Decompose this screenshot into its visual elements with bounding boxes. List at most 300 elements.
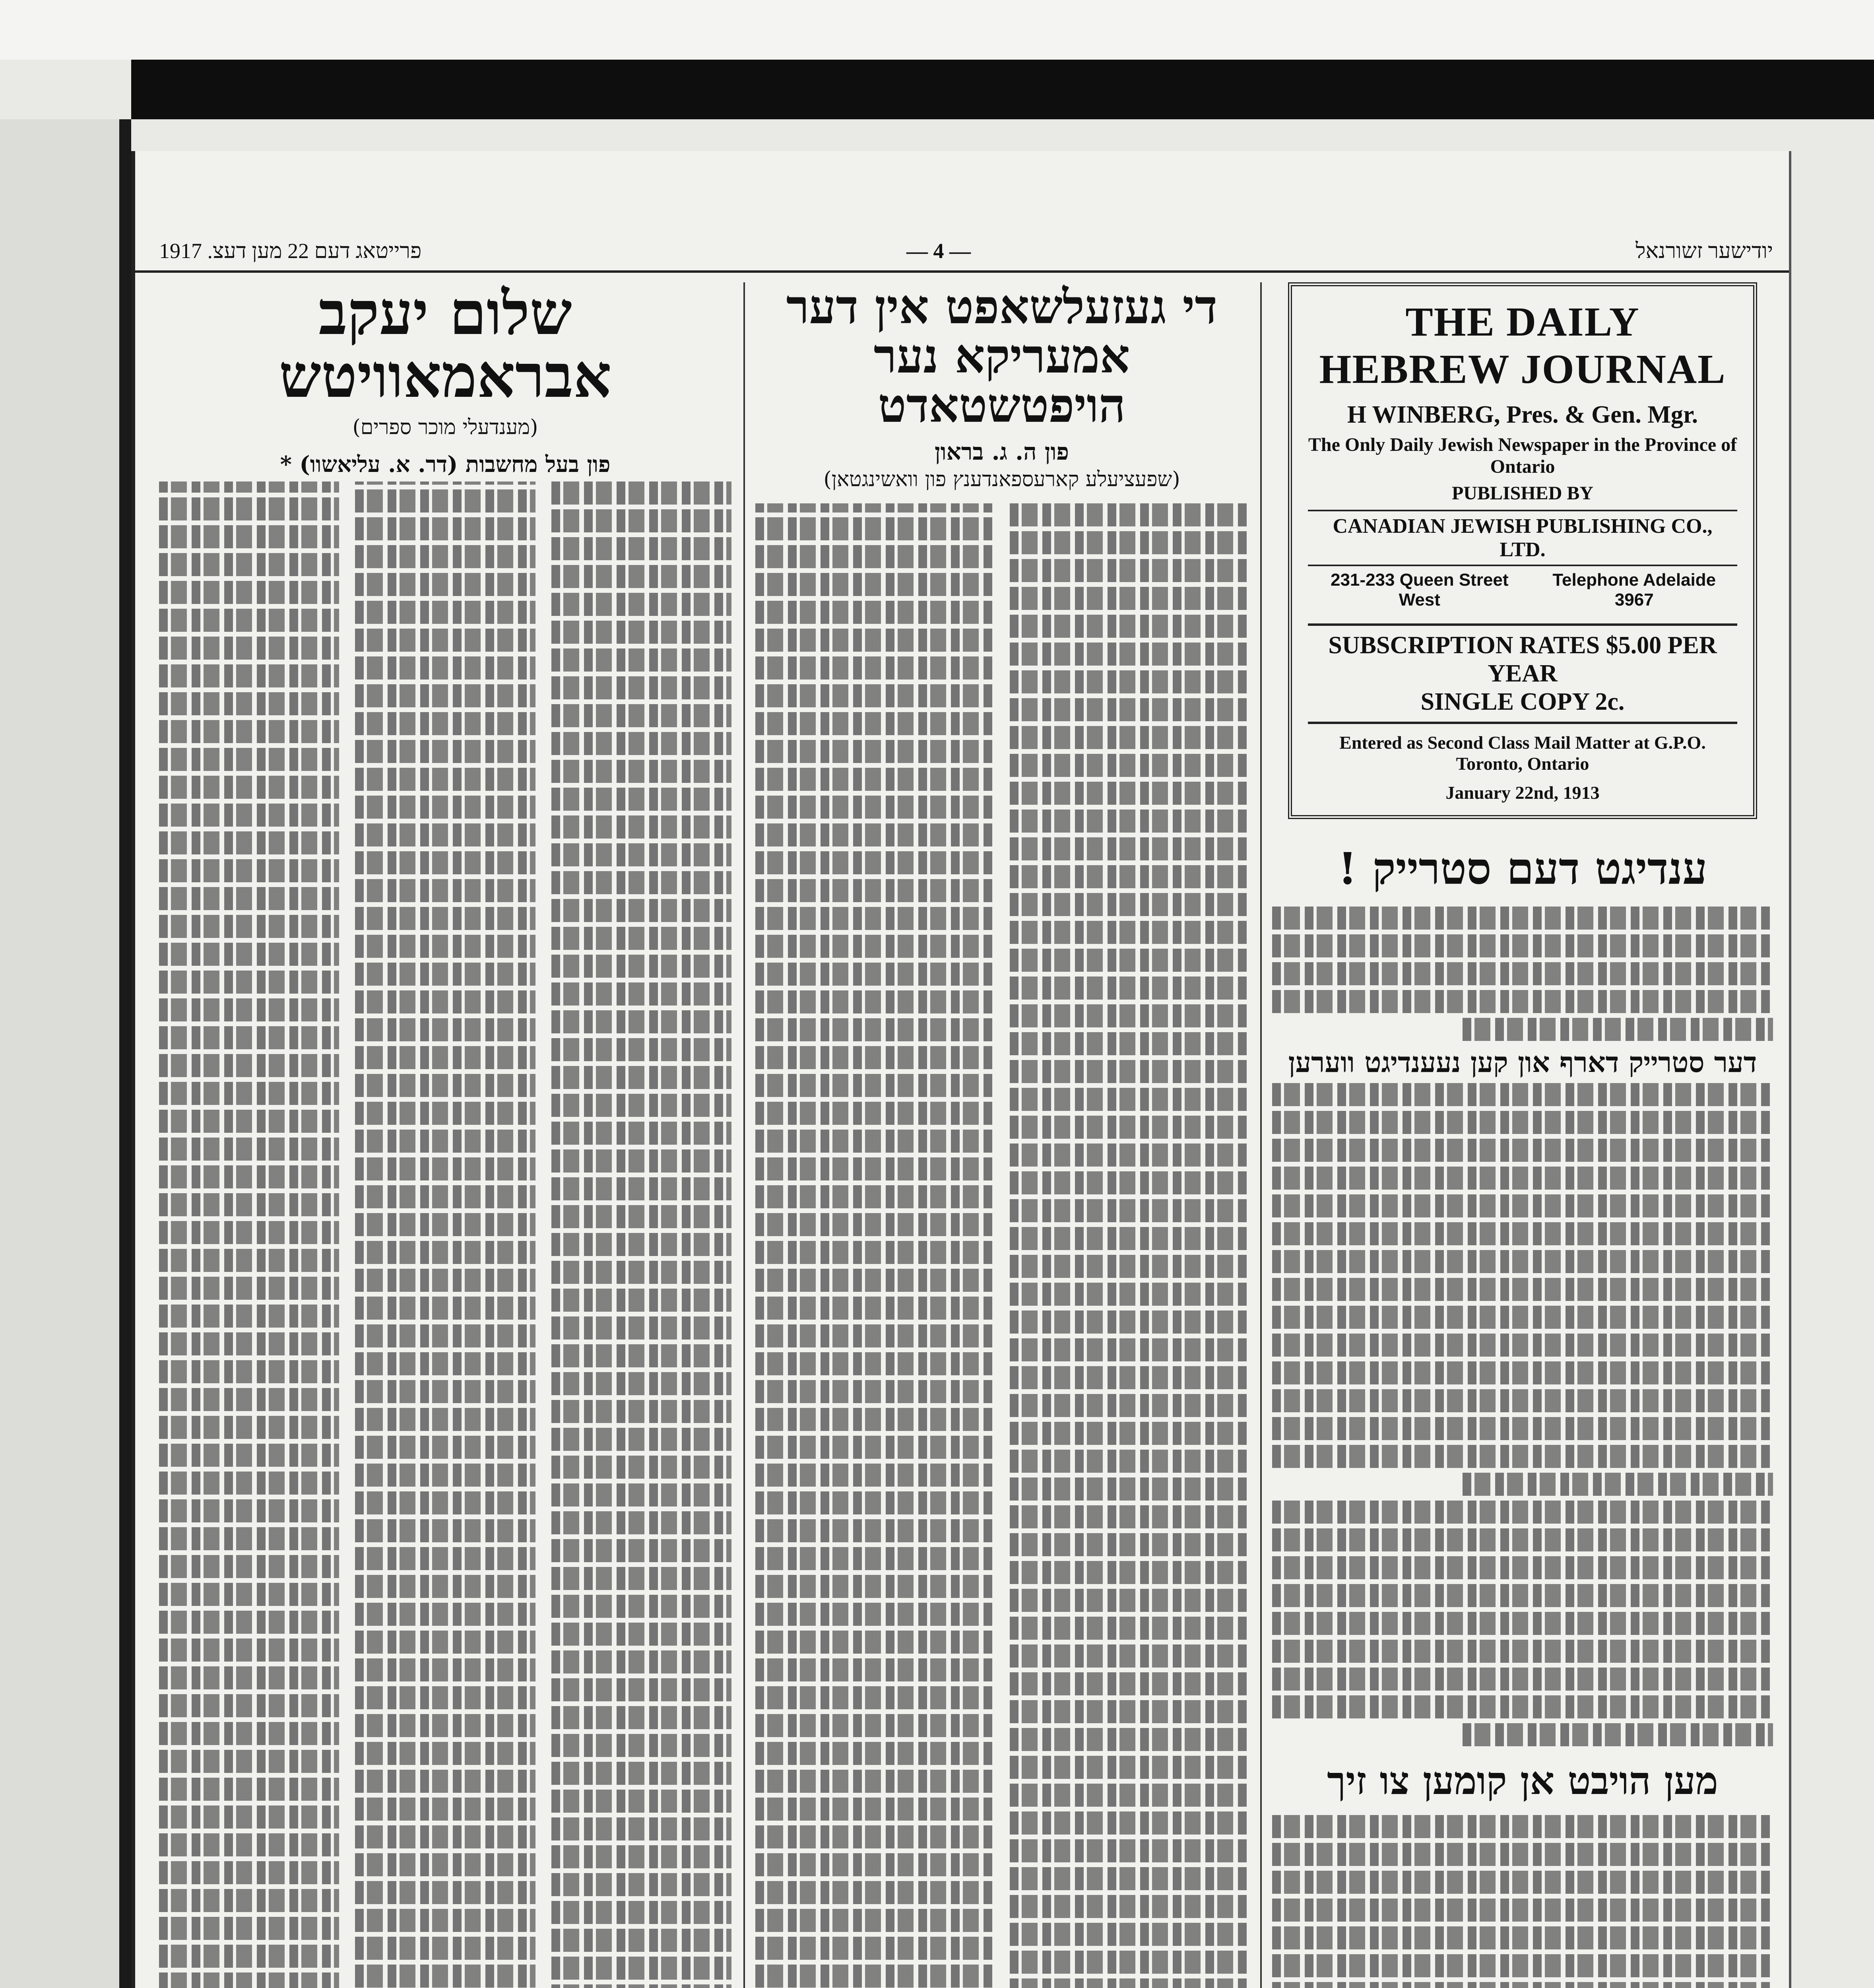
text-line (159, 1110, 339, 1133)
text-line (355, 1241, 535, 1264)
text-line (755, 1102, 994, 1125)
text-line (1272, 1584, 1773, 1607)
text-line (1010, 1143, 1248, 1167)
text-line (355, 1046, 535, 1069)
text-line (755, 1018, 994, 1041)
subscription-rates (1308, 623, 1737, 724)
strike-body (1272, 907, 1773, 1041)
text-line (355, 1798, 535, 1821)
text-line (755, 629, 994, 652)
text-line (755, 1853, 994, 1876)
masthead-address: 231-233 Queen Street West (1330, 570, 1509, 610)
text-line (1272, 1668, 1773, 1691)
text-line (1010, 1784, 1248, 1807)
text-line (355, 935, 535, 958)
text-line (1010, 1227, 1248, 1250)
text-line (551, 1678, 731, 1701)
text-line (755, 1213, 994, 1236)
text-line (551, 1762, 731, 1785)
text-line (1010, 1255, 1248, 1278)
text-line (355, 684, 535, 707)
text-line (355, 879, 535, 902)
text-line (1010, 503, 1248, 526)
text-line (1010, 1811, 1248, 1835)
text-line (159, 1165, 339, 1188)
text-line (159, 1472, 339, 1495)
text-line (159, 1082, 339, 1105)
column-right (1272, 282, 1773, 1988)
text-line (1272, 1083, 1773, 1106)
text-line (1010, 1088, 1248, 1111)
text-line (551, 1177, 731, 1200)
text-line (551, 760, 731, 783)
previous-page-strip (0, 119, 119, 1988)
masthead-manager: H WINBERG, Pres. & Gen. Mgr. (1347, 401, 1698, 428)
text-line (755, 851, 994, 874)
text-line (355, 1324, 535, 1347)
text-line (355, 768, 535, 791)
text-line (755, 1770, 994, 1793)
text-line (355, 1352, 535, 1375)
text-line (1010, 1477, 1248, 1501)
text-line (755, 1714, 994, 1737)
text-line (159, 1889, 339, 1912)
text-line (1010, 1672, 1248, 1695)
text-line (355, 1408, 535, 1431)
strike-subhead: דער סטרייק דארף און קען נעענדיגט ווערען (1288, 1046, 1757, 1079)
text-line (1010, 782, 1248, 805)
text-line (1010, 643, 1248, 666)
scan-edge (131, 60, 1874, 119)
text-line (755, 907, 994, 930)
rates-text: SUBSCRIPTION RATES $5.00 PER YEAR (1328, 632, 1717, 687)
text-line (551, 1066, 731, 1089)
text-line (1272, 1194, 1773, 1217)
text-line (1010, 726, 1248, 749)
single-copy-text: SINGLE COPY 2c. (1420, 688, 1625, 715)
text-line (355, 1658, 535, 1681)
text-line (551, 1511, 731, 1534)
text-line (355, 1853, 535, 1876)
masthead-title: THE DAILY HEBREW JOURNAL (1319, 299, 1726, 392)
text-line (1010, 1310, 1248, 1334)
text-line (755, 1603, 994, 1626)
text-line (159, 1388, 339, 1411)
text-line (755, 1881, 994, 1904)
text-line (755, 1352, 994, 1375)
text-line (355, 1742, 535, 1765)
text-line (1272, 1982, 1773, 1988)
text-line (755, 1742, 994, 1765)
america-note: (שפעציעלע קארעספאנדענץ פון וואשינגטאן) (823, 467, 1180, 491)
text-line (1010, 1728, 1248, 1751)
text-line (355, 601, 535, 624)
text-line (755, 768, 994, 791)
text-line (1010, 1533, 1248, 1556)
text-line (755, 712, 994, 735)
text-line (1010, 1199, 1248, 1222)
text-line (551, 1734, 731, 1757)
sholem-headline: שלום יעקב אבראמאוויטש (279, 282, 612, 411)
text-line (1010, 670, 1248, 693)
text-line (1463, 1473, 1773, 1496)
text-line (755, 1909, 994, 1932)
text-line (551, 1650, 731, 1673)
text-line (755, 879, 994, 902)
text-line (1463, 1018, 1773, 1041)
text-line (159, 1972, 339, 1988)
text-line (551, 1790, 731, 1813)
america-body (755, 503, 1248, 1988)
text-line (159, 664, 339, 687)
text-line (355, 1965, 535, 1988)
text-line (755, 656, 994, 679)
text-line (159, 525, 339, 548)
text-line (551, 1929, 731, 1952)
text-line (159, 1555, 339, 1578)
text-line (1010, 1756, 1248, 1779)
text-line (755, 1519, 994, 1542)
text-line (1010, 1644, 1248, 1668)
text-line (1010, 1589, 1248, 1612)
text-line (551, 509, 731, 532)
text-line (755, 1380, 994, 1403)
text-line (355, 1157, 535, 1180)
text-line (755, 517, 994, 540)
scan-top-margin (0, 0, 1874, 60)
text-line (159, 776, 339, 799)
text-line (551, 1901, 731, 1924)
text-line (159, 692, 339, 715)
masthead-tagline: The Only Daily Jewish Newspaper in the Province of Ontario (1308, 434, 1737, 477)
text-line (755, 1185, 994, 1208)
text-line (159, 1722, 339, 1745)
text-line (551, 1567, 731, 1590)
sholem-body (159, 481, 731, 1988)
text-line (551, 1400, 731, 1423)
america-byline: פון ה. ג. בראון (935, 438, 1069, 465)
text-line (755, 1658, 994, 1681)
text-line (1010, 1338, 1248, 1361)
text-line (159, 553, 339, 576)
text-line (755, 1269, 994, 1292)
text-line (755, 1324, 994, 1347)
text-line (1010, 587, 1248, 610)
text-line (159, 1778, 339, 1801)
text-line (551, 1122, 731, 1145)
column-rule (1260, 282, 1262, 1988)
text-line (551, 1845, 731, 1868)
text-line (355, 1603, 535, 1626)
masthead-telephone: Telephone Adelaide 3967 (1552, 570, 1716, 610)
text-line (355, 1074, 535, 1097)
text-line (355, 489, 535, 513)
text-line (159, 497, 339, 520)
text-line (159, 1221, 339, 1244)
text-line (551, 1205, 731, 1228)
text-line (551, 621, 731, 644)
text-line (551, 1957, 731, 1980)
text-line (1010, 893, 1248, 916)
text-line (355, 1018, 535, 1041)
text-line (1272, 1389, 1773, 1412)
text-line (1010, 1505, 1248, 1528)
text-line (551, 871, 731, 894)
text-line (1272, 1222, 1773, 1245)
text-line (355, 545, 535, 568)
column-middle (755, 282, 1248, 1988)
text-line (755, 990, 994, 1013)
text-line (1010, 1923, 1248, 1946)
text-line (355, 1102, 535, 1125)
text-line (1272, 1926, 1773, 1949)
text-line (1010, 1060, 1248, 1083)
text-line (355, 796, 535, 819)
text-line (1010, 1283, 1248, 1306)
text-line (1272, 1278, 1773, 1301)
text-line (159, 1277, 339, 1300)
text-line (755, 1046, 994, 1069)
text-line (355, 629, 535, 652)
text-line (1272, 990, 1773, 1013)
text-line (551, 1372, 731, 1395)
text-line (355, 517, 535, 540)
text-line (755, 545, 994, 568)
text-line (159, 831, 339, 854)
text-line (1272, 1501, 1773, 1524)
text-line (551, 1817, 731, 1840)
text-line (755, 1408, 994, 1431)
text-line (551, 815, 731, 839)
sholem-byline: פון בעל מחשבות (דר. א. עליאשוו) * (280, 451, 611, 478)
sholem-subtitle: (מענדעלי מוכר ספרים) (352, 415, 538, 439)
text-line (355, 1909, 535, 1932)
text-line (1272, 1111, 1773, 1134)
masthead-address-row (1308, 570, 1737, 610)
text-line (355, 1631, 535, 1654)
text-line (159, 971, 339, 994)
masthead-box (1288, 282, 1757, 819)
text-line (355, 990, 535, 1013)
text-line (1272, 1417, 1773, 1440)
text-line (159, 1666, 339, 1689)
text-line (755, 1130, 994, 1153)
text-line (551, 1233, 731, 1256)
text-line (159, 1611, 339, 1634)
text-line (159, 1360, 339, 1383)
text-line (355, 740, 535, 763)
gutter-shadow (119, 119, 131, 1988)
text-line (1010, 1422, 1248, 1445)
text-line (1272, 1334, 1773, 1357)
text-line (159, 1026, 339, 1049)
text-line (551, 1483, 731, 1507)
text-line (755, 796, 994, 819)
text-line (159, 915, 339, 938)
text-line (1463, 1723, 1773, 1746)
text-line (355, 573, 535, 596)
text-line (755, 1436, 994, 1459)
text-line (1010, 559, 1248, 582)
text-line (1010, 977, 1248, 1000)
text-line (355, 1130, 535, 1153)
text-line (755, 1547, 994, 1570)
text-line (551, 927, 731, 950)
text-line (159, 887, 339, 910)
folio-paper-name: יודישער זשורנאל (1635, 239, 1773, 263)
text-line (1272, 1695, 1773, 1718)
text-line (355, 1464, 535, 1487)
text-line (1010, 615, 1248, 638)
text-line (551, 1428, 731, 1451)
text-line (355, 1686, 535, 1709)
text-line (755, 1464, 994, 1487)
page-folio (135, 235, 1789, 273)
text-line (1272, 1167, 1773, 1190)
text-line (1010, 754, 1248, 777)
text-line (159, 1694, 339, 1717)
text-line (755, 1297, 994, 1320)
text-line (159, 1917, 339, 1940)
text-line (551, 1539, 731, 1562)
america-headline: די געזעלשאפט אין דער אמעריקא נער הויפטשטאדט (786, 282, 1218, 433)
text-line (551, 481, 731, 505)
text-line (755, 740, 994, 763)
text-line (355, 1297, 535, 1320)
column-left (159, 282, 731, 1988)
text-line (1010, 1895, 1248, 1918)
text-line (1272, 1250, 1773, 1273)
text-line (355, 1575, 535, 1598)
column-rule (743, 282, 745, 1988)
folio-date: פרייטאג דעם 22 מען דעצ. 1917 (159, 239, 422, 263)
text-line (355, 656, 535, 679)
text-line (1010, 865, 1248, 888)
text-line (551, 955, 731, 978)
text-line (755, 935, 994, 958)
text-line (1010, 1394, 1248, 1417)
text-line (1272, 1445, 1773, 1468)
text-line (551, 537, 731, 560)
text-line (355, 823, 535, 846)
strike-headline: ענדיגט דעם סטרייק ! (1338, 843, 1707, 894)
text-line (159, 1833, 339, 1856)
text-line (755, 1631, 994, 1654)
text-line (755, 1575, 994, 1598)
text-line (159, 804, 339, 827)
text-line (159, 1945, 339, 1968)
text-line (755, 1965, 994, 1988)
text-line (551, 1456, 731, 1479)
text-line (1272, 1843, 1773, 1866)
text-line (159, 943, 339, 966)
text-line (1010, 1171, 1248, 1194)
text-line (355, 1519, 535, 1542)
text-line (755, 601, 994, 624)
text-line (355, 1714, 535, 1737)
text-line (1010, 1004, 1248, 1027)
text-line (355, 1491, 535, 1514)
text-line (355, 1547, 535, 1570)
text-line (1272, 1306, 1773, 1329)
text-line (755, 684, 994, 707)
text-line (159, 1305, 339, 1328)
text-line (755, 1798, 994, 1821)
text-line (551, 1623, 731, 1646)
text-line (159, 609, 339, 632)
text-line (1272, 1361, 1773, 1384)
text-line (755, 573, 994, 596)
text-line (551, 899, 731, 922)
text-line (1010, 1700, 1248, 1723)
text-line (551, 1010, 731, 1033)
text-line (1272, 1640, 1773, 1663)
text-line (551, 1706, 731, 1729)
text-line (1010, 1032, 1248, 1055)
text-line (1272, 1139, 1773, 1162)
text-line (159, 1639, 339, 1662)
masthead-publisher: CANADIAN JEWISH PUBLISHING CO., LTD. (1308, 510, 1737, 566)
text-line (159, 1193, 339, 1216)
text-line (1010, 921, 1248, 944)
entered-date: January 22nd, 1913 (1445, 782, 1600, 803)
text-line (551, 1289, 731, 1312)
text-line (159, 1499, 339, 1522)
text-line (551, 1984, 731, 1988)
text-line (355, 1269, 535, 1292)
text-line (159, 748, 339, 771)
text-line (159, 1054, 339, 1077)
text-line (159, 1806, 339, 1829)
text-line (551, 704, 731, 727)
text-line (551, 1873, 731, 1896)
text-line (551, 1316, 731, 1340)
text-line (355, 1380, 535, 1403)
text-line (551, 593, 731, 616)
text-line (551, 565, 731, 588)
text-line (755, 1074, 994, 1097)
text-line (159, 1583, 339, 1606)
text-line (1010, 1617, 1248, 1640)
text-line (551, 1149, 731, 1173)
text-line (159, 1249, 339, 1272)
text-line (1272, 1899, 1773, 1922)
text-line (159, 1332, 339, 1355)
text-line (1010, 1116, 1248, 1139)
text-line (551, 1261, 731, 1284)
text-line (159, 1750, 339, 1773)
text-line (1010, 1978, 1248, 1988)
text-line (159, 859, 339, 882)
text-line (1010, 1561, 1248, 1584)
text-line (551, 788, 731, 811)
text-line (355, 963, 535, 986)
text-line (159, 1527, 339, 1550)
masthead-published-by: PUBLISHED BY (1451, 483, 1594, 504)
text-line (159, 720, 339, 743)
who-body (1272, 1815, 1773, 1988)
text-line (355, 1213, 535, 1236)
text-line (1272, 1556, 1773, 1579)
text-line (1010, 810, 1248, 833)
text-line (355, 1937, 535, 1960)
text-line (1010, 1450, 1248, 1473)
text-line (355, 851, 535, 874)
text-line (355, 1185, 535, 1208)
text-line (551, 648, 731, 672)
text-line (1272, 1954, 1773, 1977)
text-line (355, 1770, 535, 1793)
